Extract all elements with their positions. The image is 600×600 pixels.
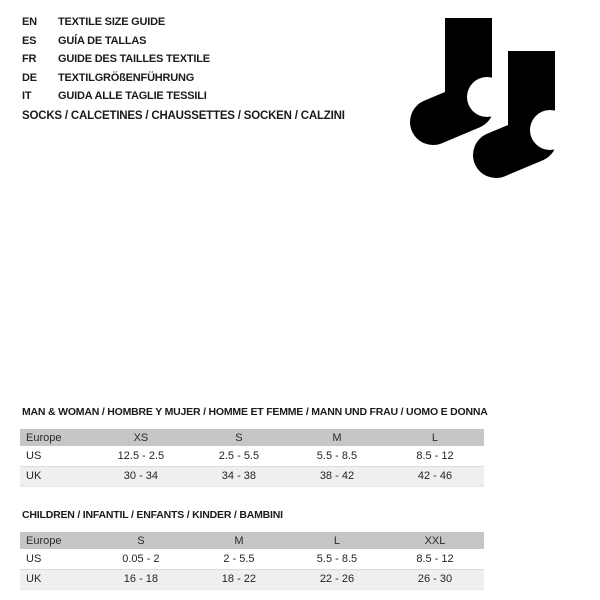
man-woman-size-table [20, 429, 484, 487]
size-cell: 18 - 22 [221, 573, 257, 585]
children-section [20, 509, 484, 590]
language-label: GUIDA ALLE TAGLIE TESSILI [58, 90, 207, 102]
language-row-fr [22, 50, 210, 69]
product-category-line: SOCKS / CALCETINES / CHAUSSETTES / SOCKEN / CALZINI [22, 110, 345, 122]
size-cell: 5.5 - 8.5 [316, 552, 358, 565]
region-label: US [26, 449, 42, 462]
column-header-xxl: XXL [386, 532, 484, 549]
language-label: GUÍA DE TALLAS [58, 34, 147, 47]
language-label: TEXTILGRÖßENFÜHRUNG [58, 71, 195, 84]
man-woman-title: MAN & WOMAN / HOMBRE Y MUJER / HOMME ET FEMME / MANN UND FRAU / UOMO E DONNA [22, 406, 488, 418]
region-label: UK [26, 470, 42, 482]
size-cell: 2 - 5.5 [223, 552, 255, 565]
socks-icon [405, 14, 560, 180]
children-title: CHILDREN / INFANTIL / ENFANTS / KINDER / BAMBINI [22, 509, 283, 521]
table-row-us [20, 446, 484, 466]
table-header-row [20, 429, 484, 446]
language-row-de [22, 69, 210, 88]
region-label: US [26, 552, 42, 565]
size-cell: 0.05 - 2 [122, 552, 160, 565]
language-row-it [22, 87, 210, 106]
size-cell: 8.5 - 12 [416, 449, 454, 462]
column-header-s: S [92, 532, 190, 549]
language-list [22, 13, 210, 106]
table-row-uk [20, 569, 484, 589]
language-code: EN [22, 16, 37, 28]
language-code: DE [22, 71, 37, 84]
column-header-m: M [190, 532, 288, 549]
size-cell: 26 - 30 [417, 573, 453, 585]
size-cell: 5.5 - 8.5 [316, 449, 358, 462]
column-header-xs: XS [92, 429, 190, 446]
size-cell: 22 - 26 [319, 573, 355, 585]
language-label: GUIDE DES TAILLES TEXTILE [58, 53, 210, 65]
table-row-uk [20, 466, 484, 486]
man-woman-section [20, 406, 488, 487]
language-code: ES [22, 34, 37, 47]
region-label: UK [26, 573, 42, 585]
language-row-en [22, 13, 210, 32]
column-header-l: L [386, 429, 484, 446]
language-code: FR [22, 53, 37, 65]
size-cell: 2.5 - 5.5 [218, 449, 260, 462]
sock-1 [433, 18, 507, 122]
size-cell: 30 - 34 [123, 470, 159, 482]
language-row-es [22, 32, 210, 51]
column-header-s: S [190, 429, 288, 446]
column-header-europe: Europe [20, 532, 92, 549]
table-header-row [20, 532, 484, 549]
language-label: TEXTILE SIZE GUIDE [58, 16, 166, 28]
language-code: IT [22, 90, 32, 102]
size-cell: 38 - 42 [319, 470, 355, 482]
children-size-table [20, 532, 484, 590]
column-header-europe: Europe [20, 429, 92, 446]
table-row-us [20, 549, 484, 569]
size-cell: 8.5 - 12 [416, 552, 454, 565]
column-header-l: L [288, 532, 386, 549]
size-cell: 12.5 - 2.5 [117, 449, 165, 462]
size-cell: 42 - 46 [417, 470, 453, 482]
size-cell: 16 - 18 [123, 573, 159, 585]
column-header-m: M [288, 429, 386, 446]
size-cell: 34 - 38 [221, 470, 257, 482]
